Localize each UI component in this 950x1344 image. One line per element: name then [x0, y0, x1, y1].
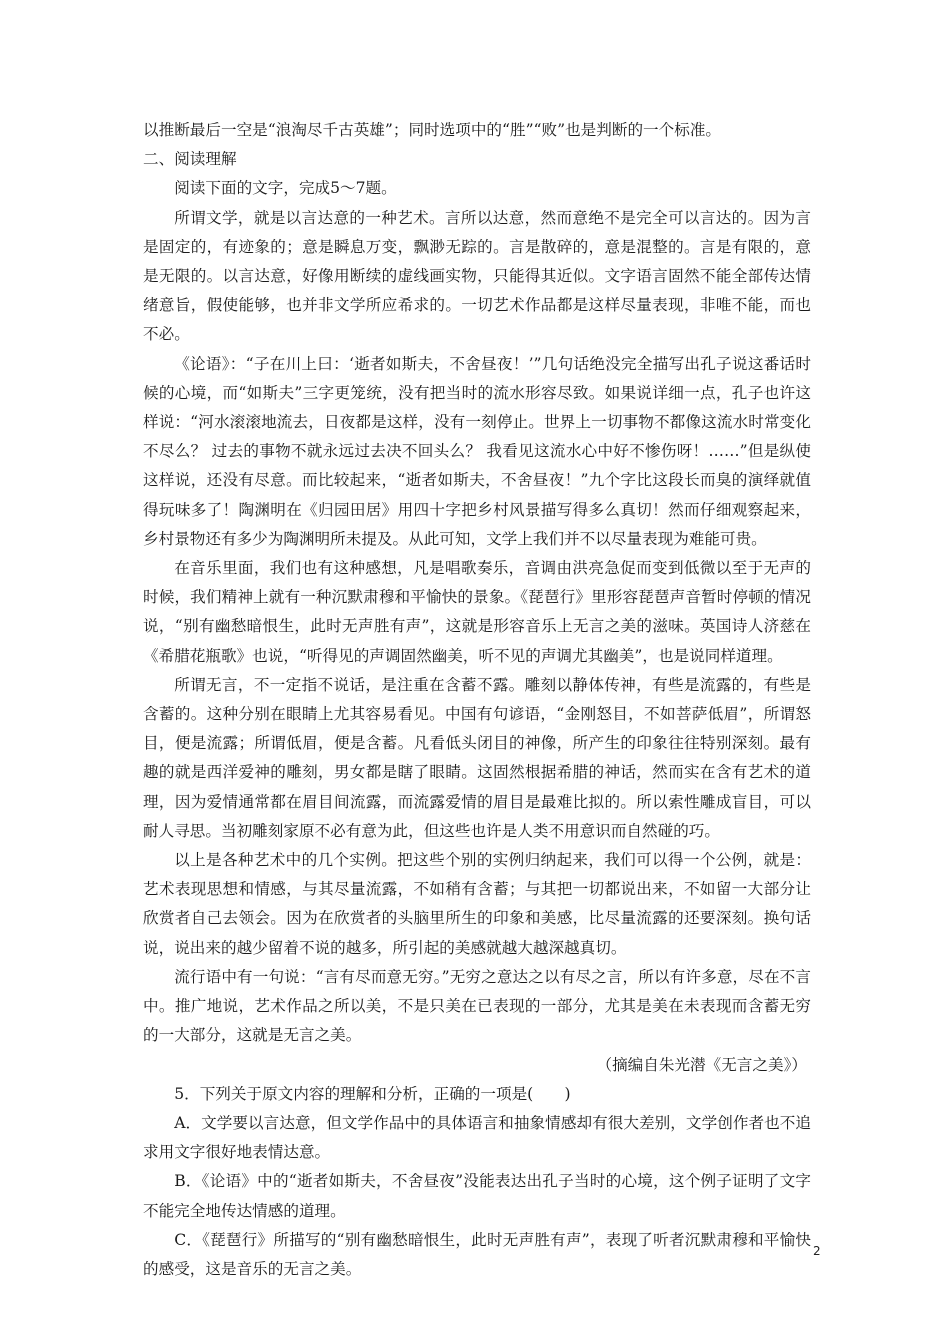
source-citation: （摘编自朱光潜《无言之美》） — [596, 1055, 807, 1074]
question-stem: 5．下列关于原文内容的理解和分析，正确的一项是( ) — [174, 1084, 571, 1103]
document-page — [143, 116, 811, 1284]
question-option-a: A．文学要以言达意，但文学作品中的具体语言和抽象情感却有很大差别，文学创作者也不追求用文字很好地表情达意。 — [143, 1113, 811, 1162]
paragraph-1: 所谓文学，就是以言达意的一种艺术。言所以达意，然而意绝不是完全可以言达的。因为言是固定的，有迹象的；意是瞬息万变，飘渺无踪的。言是散碎的，意是混整的。言是有限的，意是无限的。以言达意，好像用断续的虚线画实物，只能得其近似。文字语言固然不能全部传达情绪意旨，假使能够，也并非文学所应希求的。一切艺术作品都是这样尽量表现，非唯不能，而也不必。 — [143, 208, 811, 344]
paragraph-3: 在音乐里面，我们也有这种感想，凡是唱歌奏乐，音调由洪亮急促而变到低微以至于无声的时候，我们精神上就有一种沉默肃穆和平愉快的景象。《琵琶行》里形容琵琶声音暂时停顿的情况说，“别有幽愁暗恨生，此时无声胜有声”，这就是形容音乐上无言之美的滋味。英国诗人济慈在《希腊花瓶歌》也说，“听得见的声调固然幽美，听不见的声调尤其幽美”，也是说同样道理。 — [143, 559, 811, 665]
paragraph-6: 流行语中有一句说：“言有尽而意无穷。”无穷之意达之以有尽之言，所以有许多意，尽在不言中。推广地说，艺术作品之所以美，不是只美在已表现的一部分，尤其是美在未表现而含蓄无穷的一大部分，这就是无言之美。 — [143, 967, 811, 1045]
question-option-c: C．《琵琶行》所描写的“别有幽愁暗恨生，此时无声胜有声”，表现了听者沉默肃穆和平愉快的感受，这是音乐的无言之美。 — [143, 1230, 811, 1278]
section-heading: 二、阅读理解 — [143, 150, 237, 169]
paragraph-5: 以上是各种艺术中的几个实例。把这些个别的实例归纳起来，我们可以得一个公例，就是：艺术表现思想和情感，与其尽量流露，不如稍有含蓄；与其把一切都说出来，不如留一大部分让欣赏者自己去领会。因为在欣赏者的头脑里所生的印象和美感，比尽量流露的还要深刻。换句话说，说出来的越少留着不说的越多，所引起的美感就越大越深越真切。 — [143, 851, 811, 957]
page-number: 2 — [813, 1244, 821, 1258]
paragraph-2: 《论语》：“子在川上曰：‘逝者如斯夫，不舍昼夜！’”几句话绝没完全描写出孔子说这番话时候的心境，而“如斯夫”三字更笼统，没有把当时的流水形容尽致。如果说详细一点，孔子也许这样说：“河水滚滚地流去，日夜都是这样，没有一刻停止。世界上一切事物不都像这流水时常变化不尽么？ 过去的事物不就永远过去决不回头么？ 我看见这流水心中好不惨伤呀！……”但是纵使这样说，还没有尽意。而比较起来，“逝者如斯夫，不舍昼夜！”九个字比这段长而臭的演绎就值得玩味多了！陶渊明在《归园田居》用四十字把乡村风景描写得多么真切！然而仔细观察起来，乡村景物还有多少为陶渊明所未提及。从此可知，文学上我们并不以尽量表现为难能可贵。 — [143, 354, 811, 548]
question-option-b: B．《论语》中的“逝者如斯夫，不舍昼夜”没能表达出孔子当时的心境，这个例子证明了文字不能完全地传达情感的道理。 — [143, 1172, 811, 1220]
intro-line: 以推断最后一空是“浪淘尽千古英雄”；同时选项中的“胜”“败”也是判断的一个标准。 — [143, 121, 722, 139]
paragraph-4: 所谓无言，不一定指不说话，是注重在含蓄不露。雕刻以静体传神，有些是流露的，有些是含蓄的。这种分别在眼睛上尤其容易看见。中国有句谚语，“金刚怒目，不如菩萨低眉”，所谓怒目，便是流露；所谓低眉，便是含蓄。凡看低头闭目的神像，所产生的印象往往特别深刻。最有趣的就是西洋爱神的雕刻，男女都是瞎了眼睛。这固然根据希腊的神话，然而实在含有艺术的道理，因为爱情通常都在眉目间流露，而流露爱情的眉目是最难比拟的。所以索性雕成盲目，可以耐人寻思。当初雕刻家原不必有意为此，但这些也许是人类不用意识而自然碰的巧。 — [143, 675, 811, 840]
instruction-text: 阅读下面的文字，完成5～7题。 — [174, 179, 397, 198]
